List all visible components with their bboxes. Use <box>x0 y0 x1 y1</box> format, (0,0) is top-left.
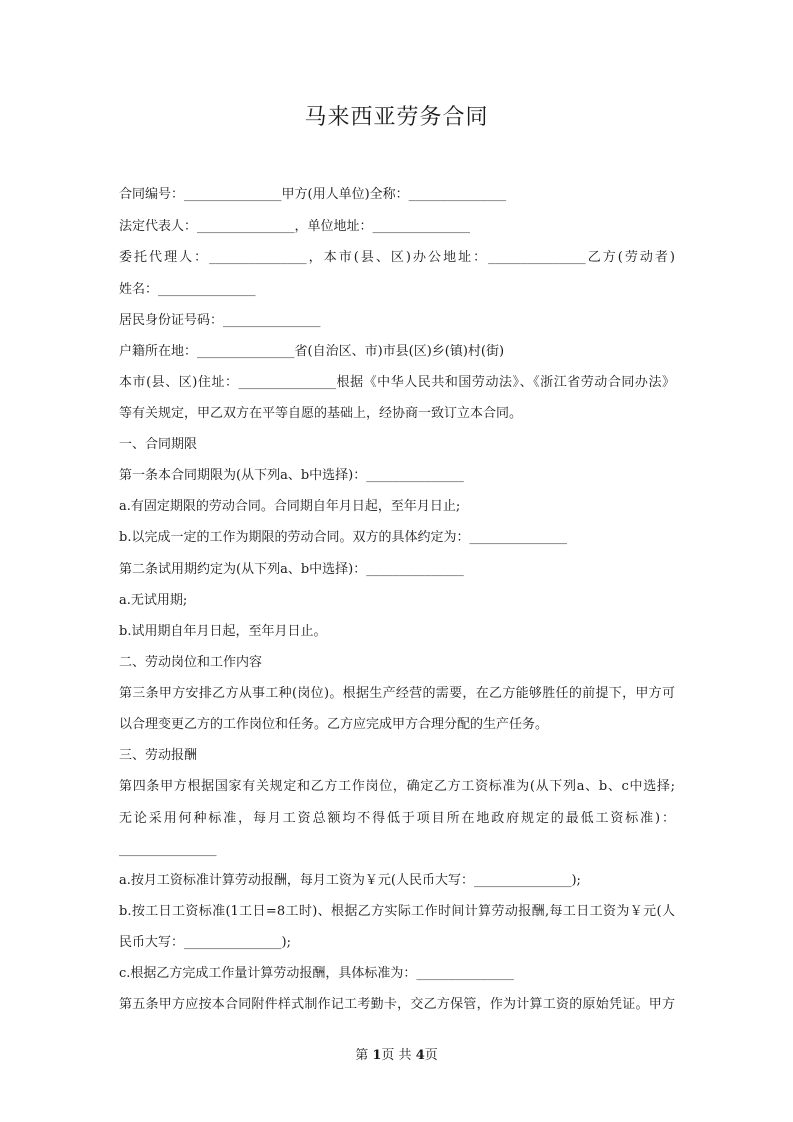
clause-line: 民币大写：_______________); <box>119 935 291 950</box>
preamble-line: 等有关规定，甲乙双方在平等自愿的基础上，经协商一致订立本合同。 <box>119 406 523 421</box>
clause-line: 第五条甲方应按本合同附件样式制作记工考勤卡，交乙方保管，作为计算工资的原始凭证。甲方 <box>119 997 675 1012</box>
clause-line: 第三条甲方安排乙方从事工种(岗位)。根据生产经营的需要，在乙方能够胜任的前提下，甲方可 <box>119 686 675 701</box>
page-footer <box>0 1044 793 1063</box>
section-heading: 一、合同期限 <box>119 437 198 452</box>
agent-line: 委托代理人：_______________，本市(县、区)办公地址：_______________乙方(劳动者) <box>119 250 675 265</box>
contract-number-line: 合同编号：_______________甲方(用人单位)全称：_______________ <box>119 187 507 202</box>
legal-representative-line: 法定代表人：_______________，单位地址：_______________ <box>119 219 471 234</box>
clause-line: 第四条甲方根据国家有关规定和乙方工作岗位，确定乙方工资标准为(从下列a、b、c中选择; <box>119 779 675 794</box>
current-page-number: 1 <box>372 1048 382 1063</box>
clause-line: b.试用期自年月日起，至年月日止。 <box>119 624 327 639</box>
footer-middle: 页 共 <box>381 1048 416 1063</box>
household-registration-line: 户籍所在地：_______________省(自治区、市)市县(区)乡(镇)村(街) <box>119 344 505 359</box>
footer-prefix: 第 <box>355 1048 373 1063</box>
clause-line: a.按月工资标准计算劳动报酬，每月工资为￥元(人民币大写：_______________); <box>119 873 581 888</box>
clause-line: a.无试用期; <box>119 593 188 608</box>
clause-line: 以合理变更乙方的工作岗位和任务。乙方应完成甲方合理分配的生产任务。 <box>119 717 549 732</box>
blank-line: _______________ <box>119 842 217 857</box>
clause-line: 无论采用何种标准，每月工资总额均不得低于项目所在地政府规定的最低工资标准)： <box>119 811 675 826</box>
total-pages-number: 4 <box>415 1048 425 1063</box>
section-heading: 二、劳动岗位和工作内容 <box>119 655 263 670</box>
clause-line: c.根据乙方完成工作量计算劳动报酬，具体标准为：_______________ <box>119 966 514 981</box>
section-heading: 三、劳动报酬 <box>119 748 198 763</box>
name-line: 姓名：_______________ <box>119 282 256 297</box>
clause-line: 第二条试用期约定为(从下列a、b中选择)：_______________ <box>119 562 464 577</box>
id-number-line: 居民身份证号码：_______________ <box>119 313 321 328</box>
clause-line: b.以完成一定的工作为期限的劳动合同。双方的具体约定为：_______________ <box>119 530 567 545</box>
footer-suffix: 页 <box>424 1048 438 1063</box>
address-line: 本市(县、区)住址：_______________根据《中华人民共和国劳动法》、《浙江省劳动合同办法》 <box>119 375 675 390</box>
document-title: 马来西亚劳务合同 <box>304 105 489 130</box>
clause-line: 第一条本合同期限为(从下列a、b中选择)：_______________ <box>119 468 464 483</box>
clause-line: b.按工日工资标准(1工日=8工时)、根据乙方实际工作时间计算劳动报酬,每工日工资为￥元(人 <box>119 904 675 919</box>
clause-line: a.有固定期限的劳动合同。合同期自年月日起，至年月日止; <box>119 499 461 514</box>
